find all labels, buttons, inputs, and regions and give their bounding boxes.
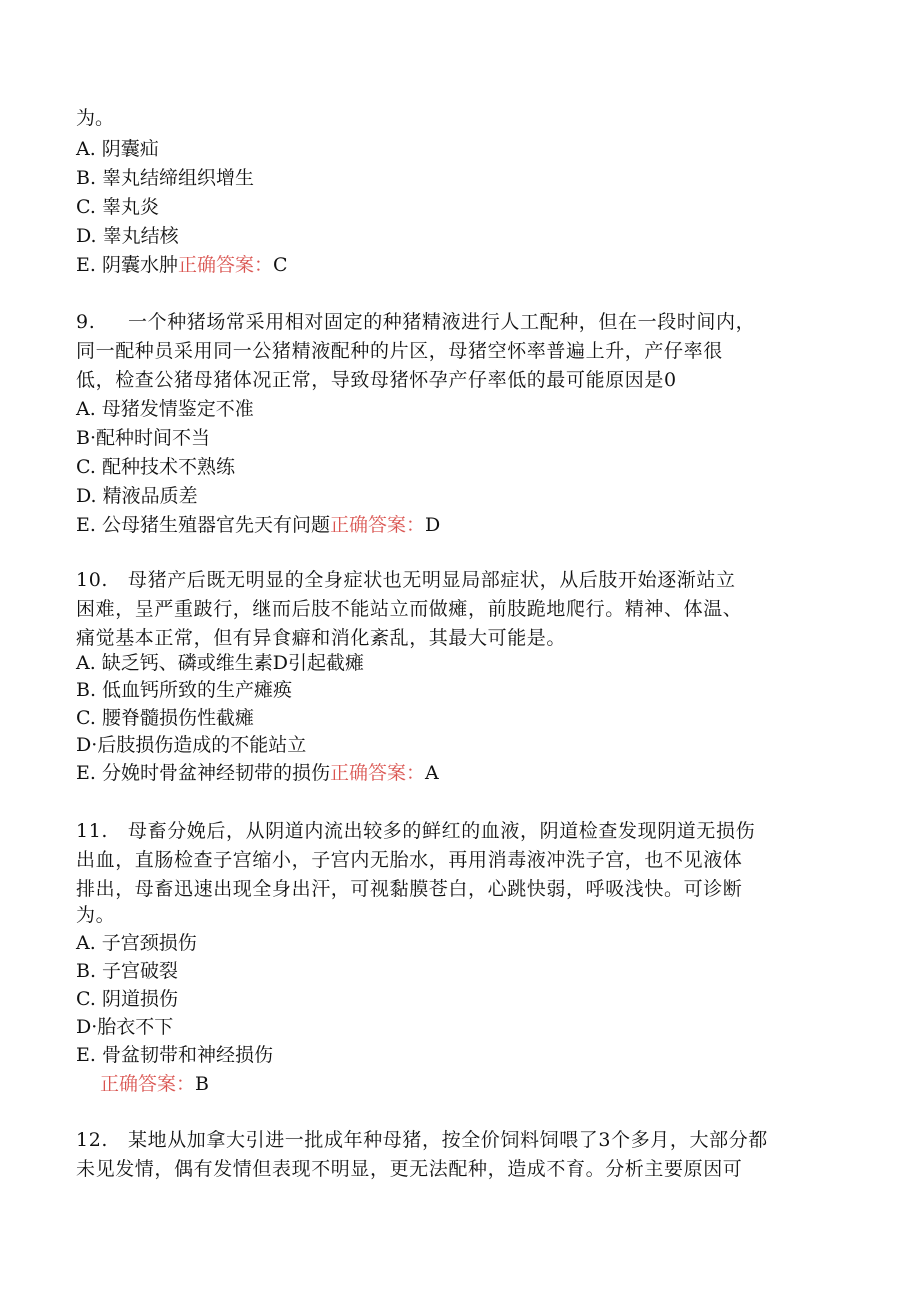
answer-label: 正确答案： — [329, 514, 425, 536]
option-d: D·后肢损伤造成的不能站立 — [76, 734, 307, 756]
option-d: D. 睾丸结核 — [76, 225, 179, 247]
option-e-with-answer — [76, 511, 440, 539]
question-11-line-3: 排出，母畜迅速出现全身出汗，可视黏膜苍白，心跳快弱，呼吸浅快。可诊断 — [76, 878, 743, 900]
question-number: 12. — [76, 1129, 109, 1151]
question-text: 一个种猪场常采用相对固定的种猪精液进行人工配种，但在一段时间内， — [128, 311, 756, 333]
option-b: B·配种时间不当 — [76, 427, 211, 449]
option-a: A. 母猪发情鉴定不准 — [76, 398, 254, 420]
answer-value: C — [272, 254, 288, 276]
question-text: 母猪产后既无明显的全身症状也无明显局部症状，从后肢开始逐渐站立 — [128, 569, 736, 591]
question-10-line-3: 痛觉基本正常，但有异食癖和消化紊乱，其最大可能是。 — [76, 627, 567, 649]
option-c: C. 腰脊髓损伤性截瘫 — [76, 707, 254, 729]
question-11-line-1 — [76, 817, 755, 845]
answer-value: D — [424, 514, 441, 536]
option-a: A. 子宫颈损伤 — [76, 932, 197, 954]
option-d: D·胎衣不下 — [76, 1016, 174, 1038]
option-b: B. 睾丸结缔组织增生 — [76, 167, 255, 189]
option-c: C. 睾丸炎 — [76, 196, 159, 218]
question-text: 母畜分娩后，从阴道内流出较多的鲜红的血液，阴道检查发现阴道无损伤 — [128, 820, 756, 842]
question-number: 11. — [76, 820, 109, 842]
question-text: 某地从加拿大引进一批成年种母猪，按全价饲料饲喂了3个多月，大部分都 — [128, 1129, 768, 1151]
question-12-line-2: 未见发情，偶有发情但表现不明显，更无法配种，造成不育。分析主要原因可 — [76, 1158, 743, 1180]
question-text-line: 为。 — [76, 107, 115, 129]
answer-label: 正确答案： — [100, 1073, 196, 1095]
option-c: C. 配种技术不熟练 — [76, 456, 235, 478]
answer-label: 正确答案： — [329, 762, 425, 784]
question-10-line-1 — [76, 566, 736, 594]
question-number: 10. — [76, 569, 109, 591]
option-a: A. 阴囊疝 — [76, 138, 159, 160]
question-9-line-3: 低，检查公猪母猪体况正常，导致母猪怀孕产仔率低的最可能原因是0 — [76, 369, 677, 391]
question-9-line-1 — [76, 308, 755, 336]
option-e: E. 分娩时骨盆神经韧带的损伤 — [76, 762, 330, 784]
question-11-line-4: 为。 — [76, 904, 116, 926]
option-e: E. 骨盆韧带和神经损伤 — [76, 1044, 273, 1066]
question-10-line-2: 困难，呈严重跛行，继而后肢不能站立而做瘫，前肢跪地爬行。精神、体温、 — [76, 598, 743, 620]
answer-label: 正确答案： — [177, 254, 273, 276]
question-9-line-2: 同一配种员采用同一公猪精液配种的片区，母猪空怀率普遍上升，产仔率很 — [76, 340, 723, 362]
option-e: E. 阴囊水肿 — [76, 254, 178, 276]
answer-value: A — [424, 762, 439, 784]
option-e-with-answer — [76, 759, 439, 787]
option-b: B. 子宫破裂 — [76, 960, 179, 982]
option-c: C. 阴道损伤 — [76, 988, 178, 1010]
question-number: 9. — [76, 311, 96, 333]
option-e-with-answer — [76, 251, 288, 279]
answer-value: B — [195, 1073, 209, 1095]
answer-line — [100, 1070, 209, 1098]
question-12-line-1 — [76, 1126, 768, 1154]
option-a: A. 缺乏钙、磷或维生素D引起截瘫 — [76, 652, 365, 674]
option-e: E. 公母猪生殖器官先天有问题 — [76, 514, 330, 536]
option-b: B. 低血钙所致的生产瘫痪 — [76, 679, 293, 701]
option-d: D. 精液品质差 — [76, 485, 198, 507]
question-11-line-2: 出血，直肠检查子宫缩小，子宫内无胎水，再用消毒液冲洗子宫，也不见液体 — [76, 849, 743, 871]
